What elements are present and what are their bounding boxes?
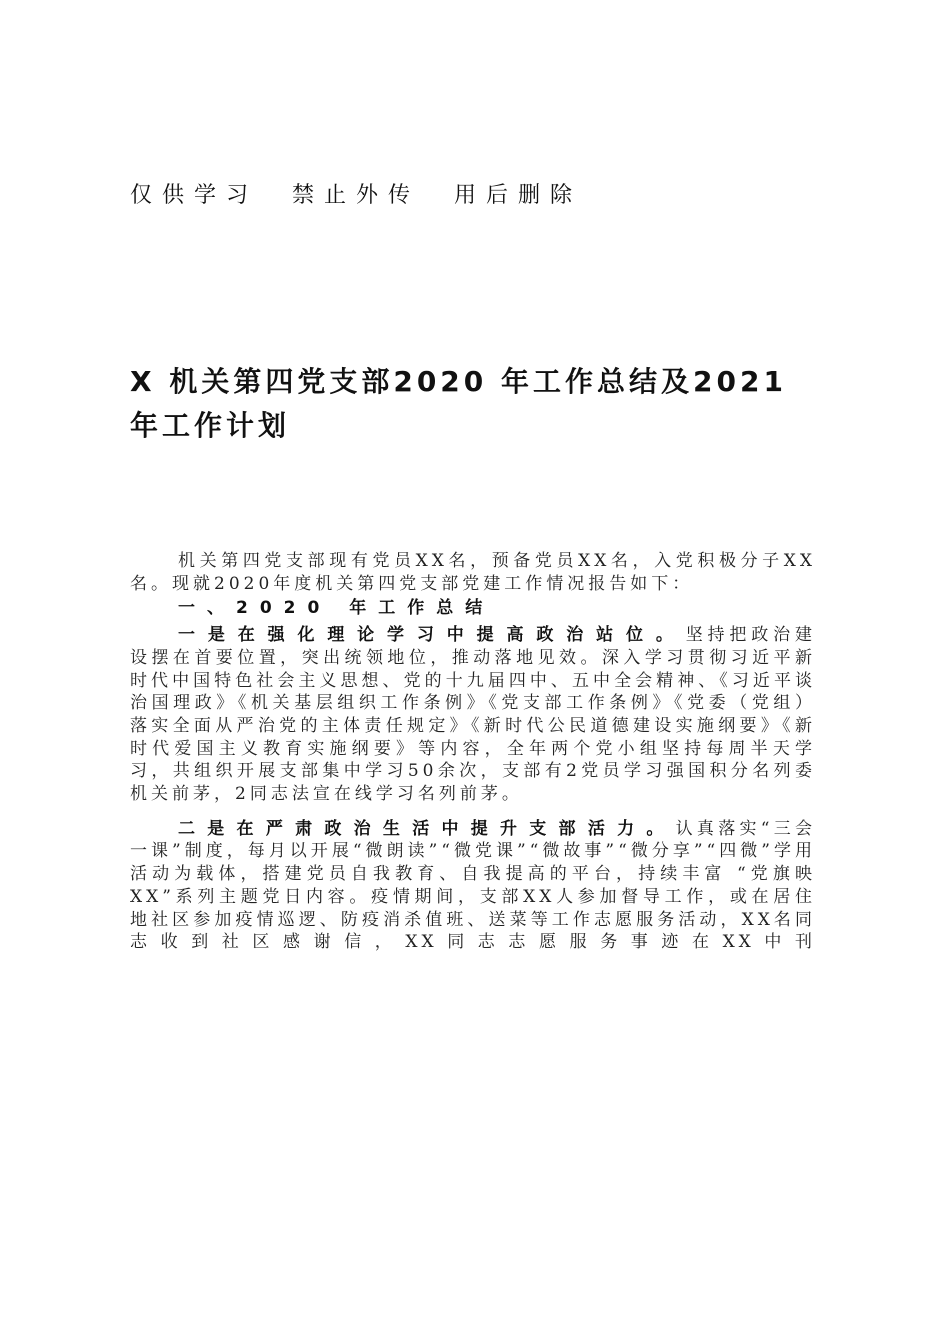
item-1-paragraph [130,624,816,806]
document-body [130,550,816,954]
document-title: X 机关第四党支部2020 年工作总结及2021 年工作计划 [130,365,787,442]
section-heading-2020-summary: 一、2020 年工作总结 [178,598,495,619]
distribution-notice: 仅供学习 禁止外传 用后删除 [130,183,582,208]
item-2-paragraph [130,818,816,954]
item-1-lead: 一是在强化理论学习中提高政治站位。 [178,625,686,646]
item-1-text: 坚持把政治建设摆在首要位置，突出统领地位，推动落地见效。深入学习贯彻习近平新时代中国特色社会主义思想、党的十九届四中、五中全会精神、《习近平谈治国理政》《机关基层组织工作条例》《党支部工作条例》《党委（党组）落实全面从严治党的主体责任规定》《新时代公民道德建设实施纲要》《新时代爱国主义教育实施纲要》等内容，全年两个党小组坚持每周半天学习，共组织开展支部集中学习50余次，支部有2党员学习强国积分名列委机关前茅，2同志法宣在线学习名列前茅。 [130,625,817,805]
item-2-text: 认真落实“三会一课”制度，每月以开展“微朗读”“微党课”“微故事”“微分享”“四微”学用活动为载体，搭建党员自我教育、自我提高的平台，持续丰富 “党旗映XX”系列主题党日内容。疫情期间，支部XX人参加督导工作，或在居住地社区参加疫情巡逻、防疫消杀值班、送菜等工作志愿服务活动，XX名同志收到社区感谢信，XX同志志愿服务事迹在XX中刊 [130,818,816,953]
intro-paragraph: 机关第四党支部现有党员XX名，预备党员XX名，入党积极分子XX名。现就2020年度机关第四党支部党建工作情况报告如下： [130,551,816,594]
item-2-lead: 二是在严肃政治生活中提升支部活力。 [178,818,676,839]
paragraph-gap [130,806,816,818]
